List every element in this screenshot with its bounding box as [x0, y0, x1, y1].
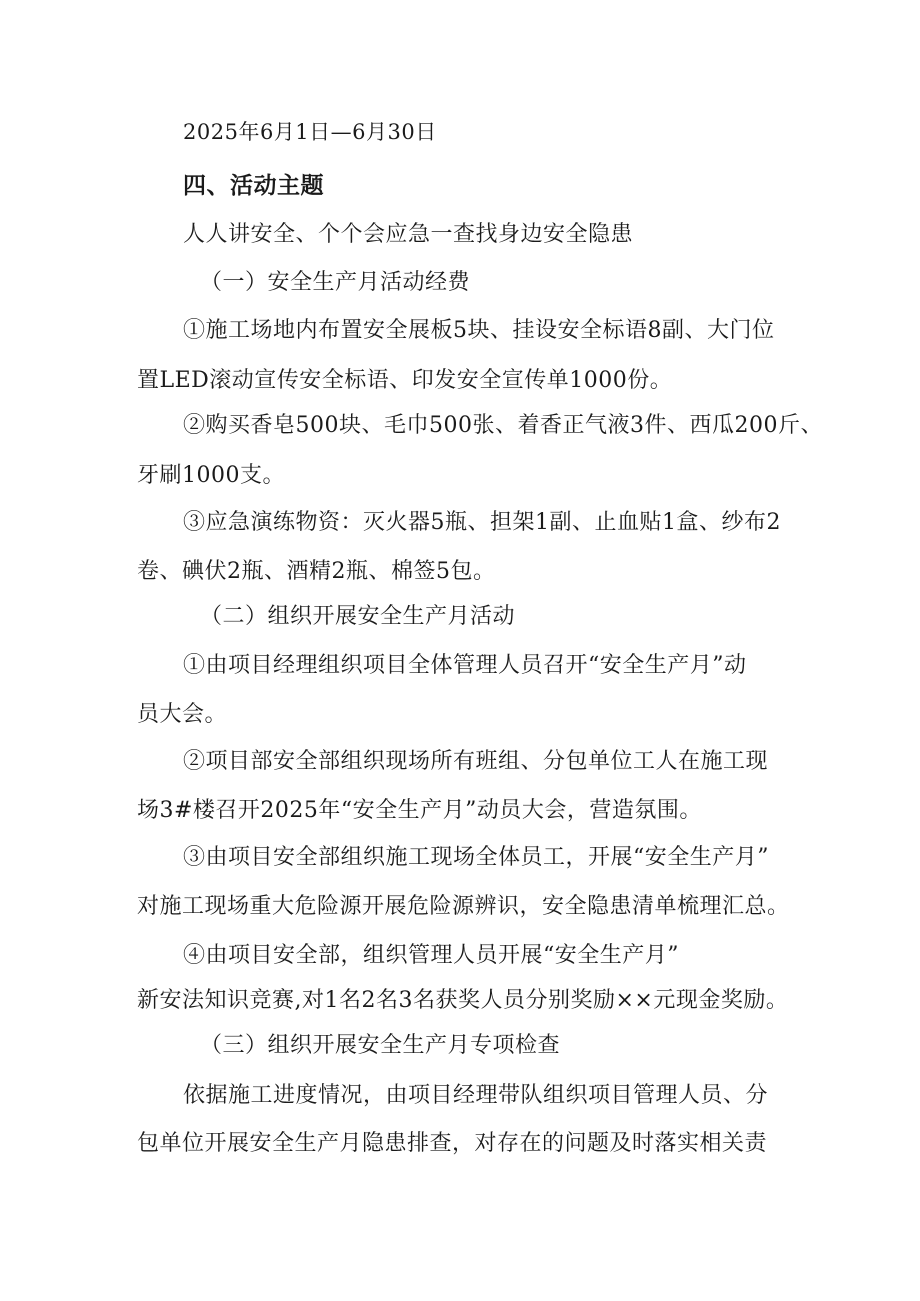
- activity-item-1-line-2: 员大会。: [137, 702, 228, 727]
- inspection-para-line-1: 依据施工进度情况，由项目经理带队组织项目管理人员、分: [183, 1083, 769, 1108]
- budget-item-2-line-1: ②购买香皂500块、毛巾500张、着香正气液3件、西瓜200斤、: [183, 413, 823, 438]
- activity-item-2-line-2: 场3#楼召开2025年“安全生产月”动员大会，营造氛围。: [137, 798, 702, 823]
- section-heading-activity-theme: 四、活动主题: [183, 173, 324, 199]
- activity-item-4-line-1: ④由项目安全部，组织管理人员开展“安全生产月”: [183, 943, 679, 968]
- activity-item-3-line-1: ③由项目安全部组织施工现场全体员工，开展“安全生产月”: [183, 845, 769, 870]
- budget-item-2-line-2: 牙刷1000支。: [137, 463, 285, 488]
- budget-item-1-line-2: 置LED滚动宣传安全标语、印发安全宣传单1000份。: [137, 368, 673, 393]
- activity-item-3-line-2: 对施工现场重大危险源开展危险源辨识，安全隐患清单梳理汇总。: [137, 894, 790, 919]
- budget-item-1-line-1: ①施工场地内布置安全展板5块、挂设安全标语8副、大门位: [183, 318, 775, 343]
- activity-item-4-line-2: 新安法知识竞赛,对1名2名3名获奖人员分别奖励××元现金奖励。: [137, 988, 789, 1013]
- date-range: 2025年6月1日—6月30日: [183, 120, 437, 144]
- activity-theme-text: 人人讲安全、个个会应急一查找身边安全隐患: [183, 222, 634, 247]
- subsection-title-activities: （二）组织开展安全生产月活动: [200, 604, 516, 629]
- activity-item-1-line-1: ①由项目经理组织项目全体管理人员召开“安全生产月”动: [183, 653, 747, 678]
- subsection-title-inspection: （三）组织开展安全生产月专项检查: [200, 1033, 561, 1058]
- budget-item-3-line-2: 卷、碘伏2瓶、酒精2瓶、棉签5包。: [137, 559, 496, 584]
- activity-item-2-line-1: ②项目部安全部组织现场所有班组、分包单位工人在施工现: [183, 749, 769, 774]
- inspection-para-line-2: 包单位开展安全生产月隐患排查，对存在的问题及时落实相关责: [137, 1131, 768, 1156]
- subsection-title-budget: （一）安全生产月活动经费: [200, 270, 471, 295]
- budget-item-3-line-1: ③应急演练物资：灭火器5瓶、担架1副、止血贴1盒、纱布2: [183, 510, 781, 535]
